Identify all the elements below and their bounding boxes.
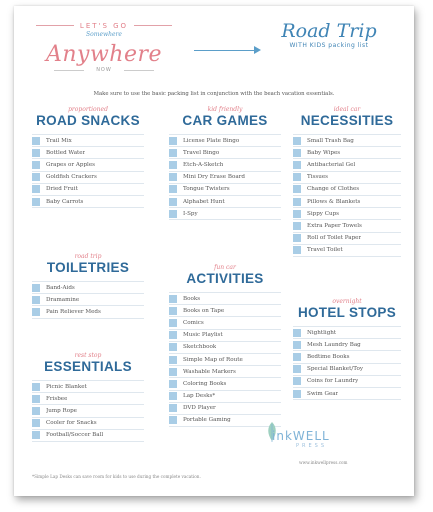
- checklist-row[interactable]: [169, 342, 281, 354]
- item-label: Baby Carrots: [46, 198, 84, 205]
- checkbox[interactable]: [32, 407, 40, 415]
- item-label: Band-Aids: [46, 284, 75, 291]
- checklist-row[interactable]: [32, 159, 144, 171]
- item-label: Pillows & Blankets: [307, 198, 361, 205]
- item-label: Mini Dry Erase Board: [183, 174, 245, 181]
- section-title: ROAD SNACKS: [36, 113, 140, 128]
- checklist-row[interactable]: [293, 134, 401, 147]
- website-url: www.inkwellpress.com: [299, 460, 348, 465]
- checkbox[interactable]: [293, 137, 301, 145]
- checklist-row[interactable]: [293, 388, 401, 400]
- checklist: [293, 326, 401, 400]
- checklist-row[interactable]: [32, 393, 144, 405]
- logo-name: inkWELL: [272, 429, 330, 443]
- road-trip-subtitle: WITH KIDS packing list: [289, 42, 369, 49]
- checkbox[interactable]: [169, 331, 177, 339]
- checkbox[interactable]: [293, 222, 301, 230]
- checkbox[interactable]: [169, 198, 177, 206]
- section-road-snacks: [32, 106, 144, 208]
- checkbox[interactable]: [293, 185, 301, 193]
- checkbox[interactable]: [169, 392, 177, 400]
- section-necessities: [293, 106, 401, 257]
- item-label: Coins for Laundry: [307, 378, 359, 385]
- item-label: Alphabet Hunt: [183, 198, 225, 205]
- checklist-row[interactable]: [32, 380, 144, 393]
- checkbox[interactable]: [169, 149, 177, 157]
- checkbox[interactable]: [32, 173, 40, 181]
- checkbox[interactable]: [169, 161, 177, 169]
- checklist-row[interactable]: [32, 294, 144, 306]
- checklist-row[interactable]: [32, 196, 144, 208]
- checklist-row[interactable]: [32, 306, 144, 318]
- checklist-row[interactable]: [32, 418, 144, 430]
- section-kicker: kid friendly: [207, 106, 243, 113]
- checkbox[interactable]: [293, 365, 301, 373]
- section-kicker: rest stop: [74, 352, 102, 359]
- checkbox[interactable]: [32, 284, 40, 292]
- checkbox[interactable]: [169, 380, 177, 388]
- inkwell-logo: [272, 429, 392, 449]
- item-label: DVD Player: [183, 405, 216, 412]
- checklist: [169, 292, 281, 427]
- checklist-row[interactable]: [169, 378, 281, 390]
- checkbox[interactable]: [293, 246, 301, 254]
- checkbox[interactable]: [32, 137, 40, 145]
- section-title: ACTIVITIES: [186, 271, 264, 286]
- item-label: Change of Clothes: [307, 186, 360, 193]
- checkbox[interactable]: [293, 161, 301, 169]
- checklist-row[interactable]: [293, 339, 401, 351]
- checklist-row[interactable]: [169, 354, 281, 366]
- checklist-row[interactable]: [32, 405, 144, 417]
- section-title: ESSENTIALS: [44, 359, 132, 374]
- item-label: License Plate Bingo: [183, 137, 240, 144]
- checklist: [169, 134, 281, 220]
- checklist-row[interactable]: [32, 430, 144, 442]
- checkbox[interactable]: [169, 185, 177, 193]
- section-kicker: proportioned: [68, 106, 108, 113]
- checkbox[interactable]: [169, 210, 177, 218]
- checklist-row[interactable]: [169, 134, 281, 147]
- checkbox[interactable]: [32, 149, 40, 157]
- section-hotel-stops: [293, 298, 401, 400]
- checklist-row[interactable]: [293, 233, 401, 245]
- checkbox[interactable]: [32, 383, 40, 391]
- anywhere-title: Anywhere: [45, 42, 163, 67]
- item-label: Frisbee: [46, 395, 68, 402]
- checkbox[interactable]: [169, 416, 177, 424]
- item-label: Bedtime Books: [307, 353, 350, 360]
- item-label: Roll of Toilet Paper: [307, 235, 362, 242]
- checklist-row[interactable]: [169, 330, 281, 342]
- item-label: I-Spy: [183, 210, 198, 217]
- checklist-row[interactable]: [32, 147, 144, 159]
- section-activities: [169, 264, 281, 427]
- checkbox[interactable]: [32, 161, 40, 169]
- checklist-row[interactable]: [32, 184, 144, 196]
- checkbox[interactable]: [169, 307, 177, 315]
- section-kicker: fun car: [214, 264, 236, 271]
- checkbox[interactable]: [293, 341, 301, 349]
- item-label: Football/Soccer Ball: [46, 432, 104, 439]
- checkbox[interactable]: [32, 296, 40, 304]
- arrow-line: [194, 50, 258, 51]
- checkbox[interactable]: [169, 368, 177, 376]
- checklist: [32, 281, 144, 319]
- section-title: NECESSITIES: [300, 113, 394, 128]
- item-label: Dried Fruit: [46, 186, 78, 193]
- checklist-row[interactable]: [169, 292, 281, 305]
- checklist-row[interactable]: [32, 172, 144, 184]
- checklist-row[interactable]: [293, 159, 401, 171]
- section-toiletries: [32, 253, 144, 319]
- item-label: Coloring Books: [183, 380, 227, 387]
- checkbox[interactable]: [169, 404, 177, 412]
- section-title: CAR GAMES: [182, 113, 268, 128]
- checklist-row[interactable]: [293, 196, 401, 208]
- checklist-row[interactable]: [169, 415, 281, 427]
- checkbox[interactable]: [169, 137, 177, 145]
- checklist-row[interactable]: [169, 366, 281, 378]
- item-label: Music Playlist: [183, 332, 223, 339]
- checklist-row[interactable]: [169, 159, 281, 171]
- item-label: Jump Rope: [46, 407, 77, 414]
- item-label: Small Trash Bag: [307, 137, 354, 144]
- item-label: Books: [183, 295, 201, 302]
- somewhere-text: Somewhere: [86, 31, 122, 38]
- item-label: Tissues: [307, 174, 329, 181]
- checklist-row[interactable]: [169, 391, 281, 403]
- item-label: Grapes or Apples: [46, 161, 96, 168]
- item-label: Books on Tape: [183, 307, 225, 314]
- checklist: [293, 134, 401, 257]
- checklist-row[interactable]: [293, 147, 401, 159]
- checklist-row[interactable]: [32, 281, 144, 294]
- item-label: Cooler for Snacks: [46, 420, 97, 427]
- now-text: NOW: [96, 67, 112, 73]
- checkbox[interactable]: [169, 343, 177, 351]
- road-trip-title: Road Trip: [281, 20, 377, 42]
- checklist-row[interactable]: [293, 220, 401, 232]
- checklist-row[interactable]: [169, 196, 281, 208]
- checkbox[interactable]: [32, 431, 40, 439]
- section-kicker: road trip: [74, 253, 102, 260]
- checklist-row[interactable]: [293, 326, 401, 339]
- checkbox[interactable]: [293, 390, 301, 398]
- item-label: Portable Gaming: [183, 417, 231, 424]
- item-label: Nightlight: [307, 329, 337, 336]
- checkbox[interactable]: [169, 173, 177, 181]
- checkbox[interactable]: [32, 395, 40, 403]
- checkbox[interactable]: [293, 329, 301, 337]
- checklist: [32, 134, 144, 208]
- checklist: [32, 380, 144, 442]
- item-label: Tongue Twisters: [183, 186, 230, 193]
- item-label: Special Blanket/Toy: [307, 366, 364, 373]
- checkbox[interactable]: [293, 353, 301, 361]
- checkbox[interactable]: [32, 308, 40, 316]
- item-label: Dramamine: [46, 296, 80, 303]
- item-label: Mesh Laundry Bag: [307, 341, 361, 348]
- item-label: Travel Bingo: [183, 149, 220, 156]
- item-label: Simple Map of Route: [183, 356, 243, 363]
- item-label: Travel Toilet: [307, 247, 343, 254]
- checklist-row[interactable]: [32, 134, 144, 147]
- item-label: Picnic Blanket: [46, 383, 87, 390]
- checklist-row[interactable]: [293, 351, 401, 363]
- checkbox[interactable]: [169, 295, 177, 303]
- section-title: TOILETRIES: [46, 260, 130, 275]
- item-label: Trail Mix: [46, 137, 72, 144]
- footnote: *Simple Lap Desks can save room for kids to use during the complete vacation.: [32, 474, 201, 479]
- checkbox[interactable]: [32, 198, 40, 206]
- checklist-row[interactable]: [169, 403, 281, 415]
- checkbox[interactable]: [293, 377, 301, 385]
- checkbox[interactable]: [32, 419, 40, 427]
- checkbox[interactable]: [293, 198, 301, 206]
- item-label: Comics: [183, 319, 204, 326]
- item-label: Lap Desks*: [183, 393, 216, 400]
- item-label: Goldfish Crackers: [46, 174, 97, 181]
- checklist-row[interactable]: [293, 245, 401, 257]
- item-label: Washable Markers: [183, 368, 236, 375]
- section-title: HOTEL STOPS: [297, 305, 397, 320]
- item-label: Pain Reliever Meds: [46, 308, 101, 315]
- checklist-row[interactable]: [169, 184, 281, 196]
- checklist-row[interactable]: [169, 147, 281, 159]
- section-kicker: ideal car: [333, 106, 361, 113]
- item-label: Etch-A-Sketch: [183, 161, 224, 168]
- item-label: Swim Gear: [307, 390, 339, 397]
- checkbox[interactable]: [293, 173, 301, 181]
- checklist-row[interactable]: [293, 364, 401, 376]
- item-label: Bottled Water: [46, 149, 86, 156]
- checklist-row[interactable]: [169, 208, 281, 220]
- checklist-row[interactable]: [293, 172, 401, 184]
- item-label: Sketchbook: [183, 344, 217, 351]
- intro-text: Make sure to use the basic packing list in conjunction with the beach vacation essentials.: [93, 91, 335, 97]
- checklist-row[interactable]: [169, 317, 281, 329]
- item-label: Sippy Cups: [307, 210, 340, 217]
- item-label: Extra Paper Towels: [307, 222, 362, 229]
- checklist-row[interactable]: [293, 184, 401, 196]
- lets-go-text: LET'S GO: [79, 22, 129, 30]
- section-car-games: [169, 106, 281, 220]
- checklist-row[interactable]: [169, 305, 281, 317]
- checkbox[interactable]: [293, 210, 301, 218]
- checklist-row[interactable]: [169, 172, 281, 184]
- checkbox[interactable]: [169, 319, 177, 327]
- section-kicker: overnight: [332, 298, 362, 305]
- checklist-row[interactable]: [293, 376, 401, 388]
- checkbox[interactable]: [32, 185, 40, 193]
- checklist-row[interactable]: [293, 208, 401, 220]
- packing-list-sheet: [14, 6, 414, 496]
- checkbox[interactable]: [293, 234, 301, 242]
- checkbox[interactable]: [293, 149, 301, 157]
- checkbox[interactable]: [169, 356, 177, 364]
- section-essentials: [32, 352, 144, 442]
- item-label: Baby Wipes: [307, 149, 341, 156]
- logo-sub: PRESS: [296, 443, 327, 449]
- item-label: Antibacterial Gel: [307, 161, 356, 168]
